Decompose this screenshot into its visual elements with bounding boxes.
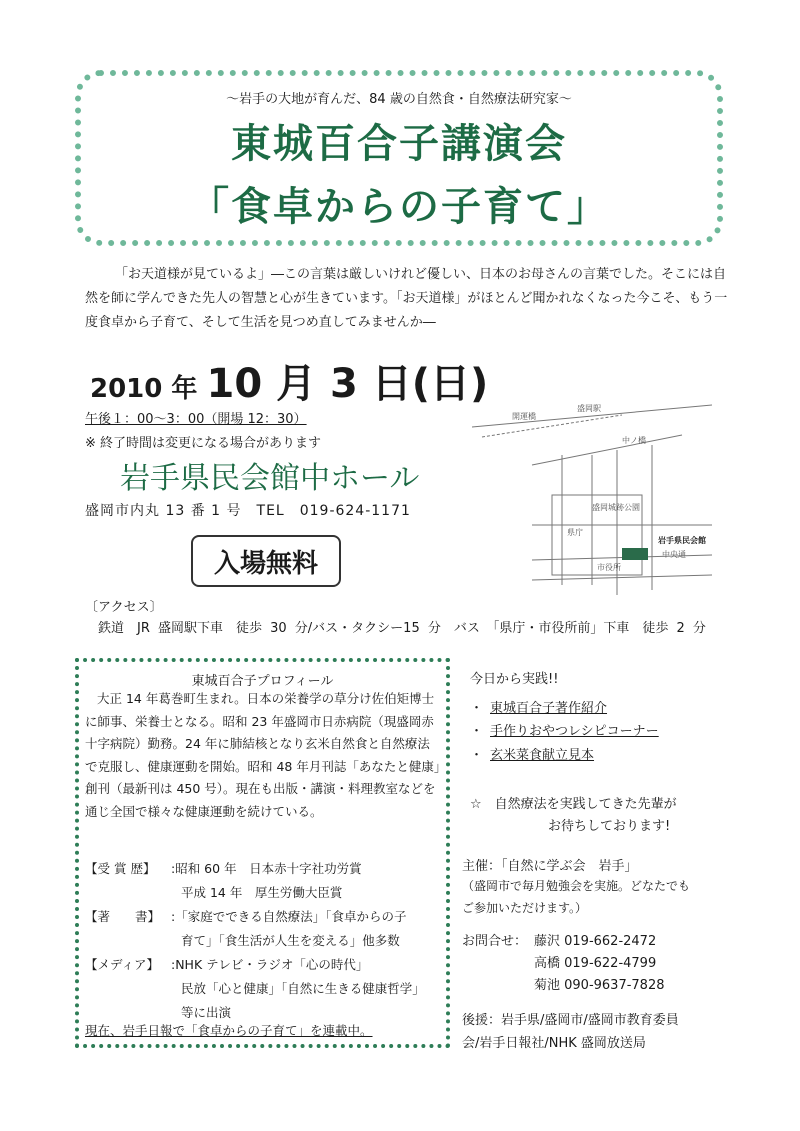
map-label: 盛岡駅 xyxy=(577,404,601,413)
host: 主催：「自然に学ぶ会 岩手」 xyxy=(462,859,638,874)
event-month-day: 10 月 3 日 xyxy=(206,361,412,407)
access-label: 〔アクセス〕 xyxy=(85,600,163,615)
event-subtitle-title: 「食卓からの子育て」 xyxy=(189,184,609,230)
contact-entry: 高橋 019-622-4799 xyxy=(534,956,657,971)
invitation-line: お待ちしております! xyxy=(548,819,671,834)
admission-badge: 入場無料 xyxy=(191,535,341,587)
award-line: :「家庭でできる自然療法」「食卓からの子 xyxy=(171,909,407,924)
map-label: 盛岡城跡公園 xyxy=(592,503,640,512)
intro-paragraph: 「お天道様が見ているよ」―この言葉は厳しいけれど優しい、日本のお母さんの言葉でした。そこには自然を師に学んできた先人の智慧と心が生きています。「お天道様」がほとんど聞かれなくなった今こそ、もう一度食卓から子育て、そして生活を見つめ直してみませんか― xyxy=(85,267,728,330)
practice-item: ・ 東城百合子著作紹介 xyxy=(470,701,608,716)
support-line: 後援：岩手県/盛岡市/盛岡市教育委員 xyxy=(462,1013,679,1028)
access-detail: 鉄道 JR 盛岡駅下車 徒歩 30 分/バス・タクシー15 分 バス 「県庁・市役所前」下車 徒歩 2 分 xyxy=(98,621,706,636)
contact-entry: 菊池 090-9637-7828 xyxy=(534,978,665,993)
map-label: 県庁 xyxy=(567,528,583,537)
serial-note: 現在、岩手日報で「食卓からの子育て」を連載中。 xyxy=(85,1023,373,1038)
invitation-line: ☆ 自然療法を実践してきた先輩が xyxy=(470,797,677,812)
time-note: ※ 終了時間は変更になる場合があります xyxy=(85,436,322,451)
contact-entry: 藤沢 019-662-2472 xyxy=(534,934,657,949)
award-label: 【メディア】 xyxy=(85,957,160,972)
contact-label: お問合せ： xyxy=(462,934,528,949)
venue-name: 岩手県民会館中ホール xyxy=(120,461,420,496)
venue-address: 盛岡市内丸 13 番 1 号 TEL 019-624-1171 xyxy=(85,503,411,519)
venue-marker xyxy=(622,548,648,560)
host-note: ご参加いただけます。） xyxy=(462,901,588,915)
event-date xyxy=(90,352,488,409)
profile-text: 大正 14 年葛巻町生まれ。日本の栄養学の草分け佐伯矩博士に師事、栄養士となる。昭和 23 年盛岡市日赤病院（現盛岡赤十字病院）勤務。24 年に肺結核となり玄米自然食と自然療法で克服し、健康運動を開始。昭和 48 年月刊誌「あなたと健康」創刊（最新刊は 450 号）。現在も出版・講演・料理教室などを通じ全国で様々な健康運動を続けている。 xyxy=(85,691,441,819)
award-label: 【著 書】 xyxy=(85,909,161,924)
subtitle: ～岩手の大地が育んだ、84 歳の自然食・自然療法研究家～ xyxy=(226,92,572,107)
map-label: 中央通 xyxy=(662,550,686,559)
award-line: :昭和 60 年 日本赤十字社功労賞 xyxy=(171,861,362,876)
map-label: 市役所 xyxy=(597,563,621,572)
practice-title: 今日から実践!! xyxy=(470,672,559,687)
event-year: 2010 年 xyxy=(90,374,198,404)
award-label: 【受 賞 歴】 xyxy=(85,861,156,876)
event-weekday: (日) xyxy=(411,361,489,407)
support-line: 会/岩手日報社/NHK 盛岡放送局 xyxy=(462,1036,646,1051)
event-time-text: 午後１：00～3：00（開場 12：30） xyxy=(85,412,307,427)
practice-item: ・ 手作りおやつレシピコーナー xyxy=(470,724,659,739)
venue-map xyxy=(472,375,712,615)
award-line: 育て」「食生活が人生を変える」他多数 xyxy=(181,933,400,948)
award-line: 等に出演 xyxy=(181,1005,232,1020)
event-time xyxy=(85,408,307,427)
profile-title: 東城百合子プロフィール xyxy=(191,674,334,689)
award-line: 民放「心と健康」「自然に生きる健康哲学」 xyxy=(181,981,425,996)
practice-item-text: 東城百合子著作紹介 xyxy=(490,701,608,716)
award-line: :NHK テレビ・ラジオ「心の時代」 xyxy=(171,957,369,972)
map-label: 岩手県民会館 xyxy=(658,536,706,545)
map-label: 開運橋 xyxy=(512,412,536,421)
practice-item-text: 玄米菜食献立見本 xyxy=(490,748,595,763)
award-line: 平成 14 年 厚生労働大臣賞 xyxy=(181,885,343,900)
practice-item: ・ 玄米菜食献立見本 xyxy=(470,748,595,763)
host-note: （盛岡市で毎月勉強会を実施。どなたでも xyxy=(462,879,691,893)
practice-item-text: 手作りおやつレシピコーナー xyxy=(490,724,659,739)
map-label: 中ノ橋 xyxy=(622,436,646,445)
event-title: 東城百合子講演会 xyxy=(231,121,567,167)
